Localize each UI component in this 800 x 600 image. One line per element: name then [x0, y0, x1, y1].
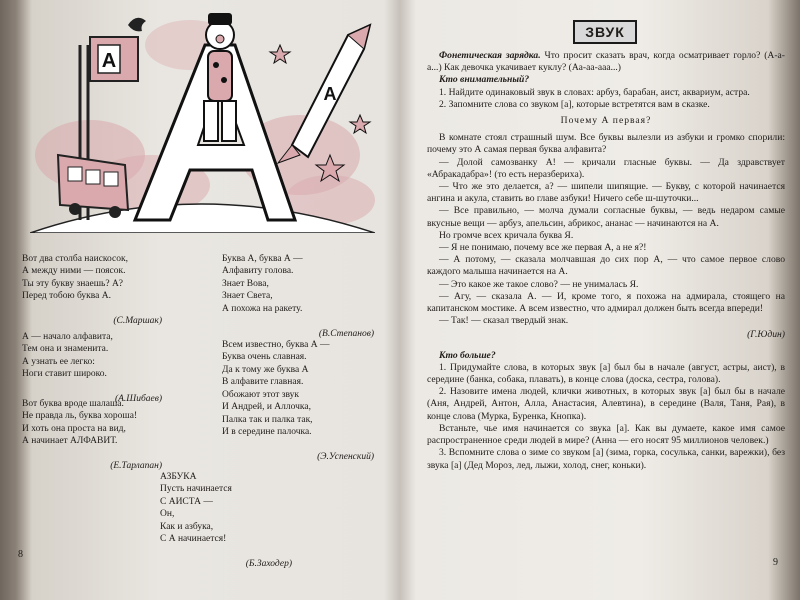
bird-icon [128, 18, 146, 32]
story-paragraph: — Так! — сказал твердый знак. [439, 315, 569, 327]
letter-a-illustration [30, 5, 375, 233]
more-task: 3. Вспомните слова о зиме со звуком [а] (зима, горка, сосулька, санки, варежки), без звука [а] (Дед Мороз, лед, лыжи, холод, снег, коньки). [427, 447, 785, 471]
story-paragraph: — Все правильно, — молча думали согласные буквы, — ведь недаром самые вкусные вещи — арбуз, апельсин, абрикос, ананас — начинаются на А. [427, 205, 785, 229]
phonetic-text: Что просит сказать врач, когда осматривает горло? (А-а-а...) Как девочка укачивает куклу? (Аа-аа-ааа...) [427, 50, 785, 74]
more-heading: Кто больше? [439, 349, 496, 361]
poem-author: (С.Маршак) [113, 316, 162, 326]
more-task: Встаньте, чье имя начинается со звука [а]. Как вы думаете, какое имя самое распространенное среди людей в мире? (Анна — его носят 95 миллионов человек.) [427, 422, 785, 447]
right-page-text [427, 50, 785, 472]
chapter-title: ЗВУК [573, 20, 637, 44]
star-icon [350, 115, 370, 133]
story-paragraph: — Я не понимаю, почему все же первая А, а не я?! [439, 242, 647, 254]
poem-author: (А.Шибаев) [114, 394, 162, 404]
sign-letter: А [101, 50, 117, 72]
task-2: 2. Запомните слова со звуком [а], которые встретятся вам в сказке. [439, 98, 710, 110]
page-number-right: 9 [773, 557, 778, 568]
left-page [10, 0, 395, 600]
story-paragraph: В комнате стоял страшный шум. Все буквы вылезли из азбуки и громко спорили: почему это А самая первая буква алфавита? [427, 132, 785, 156]
poem-text: Вот буква вроде шалаша. Не правда ль, буква хороша! И хоть она проста на вид, А начинает АЛФАВИТ. [22, 398, 138, 446]
page-number-left: 8 [18, 549, 23, 560]
poem-author: (Е.Тарлапан) [110, 461, 162, 471]
phonetic-heading: Фонетическая зарядка. [439, 50, 541, 61]
poem-text: АЗБУКА Пусть начинается С АИСТА — Он, Как и азбука, С А начинается! [160, 471, 232, 544]
story-paragraph: — Долой самозванку А! — кричали гласные буквы. — Да здравствует «Абракадабра»! (то есть неразбериха). [427, 156, 785, 180]
story-paragraph: — Агу, — сказала А. — И, кроме того, я похожа на адмирала, стоящего на капитанском мостике. А всем известно, что адмирал должен быть всегда впереди! [427, 290, 785, 315]
poem-author: (Б.Заходер) [245, 559, 292, 569]
attentive-heading: Кто внимательный? [439, 74, 530, 86]
poem-zakhoder [160, 458, 300, 583]
story-author: (Г.Юдин) [747, 329, 785, 341]
rocket-letter: А [323, 84, 337, 104]
poem-text: Буква А, буква А — Алфавиту голова. Знает Вова, Знает Света, А похожа на ракету. [222, 253, 303, 314]
story-paragraph: — Что же это делается, а? — шипели шипящие. — Букву, с которой начинается ангина и акула, ставить во главе азбуки! Ничего себе ш-шуточки... [427, 181, 785, 205]
story-paragraph: — А потому, — сказала молчавшая до сих пор А, — что самое первое слово каждого малыша начинается на А. [427, 254, 785, 278]
bus-icon [58, 155, 128, 218]
task-1: 1. Найдите одинаковый звук в словах: арбуз, барабан, аист, аквариум, астра. [439, 86, 750, 98]
poem-author: (Э.Успенский) [317, 452, 374, 462]
poem-uspensky [222, 326, 382, 476]
story-paragraph: — Это какое же такое слово? — не унималась Я. [439, 278, 639, 290]
poem-text: Вот два столба наискосок, А между ними — поясок. Ты эту букву знаешь? А? Перед тобою буква А. [22, 253, 128, 301]
star-icon [270, 45, 290, 63]
poem-author: (В.Степанов) [318, 328, 374, 339]
poem-text: А — начало алфавита, Тем она и знаменита. А узнать ее легко: Ноги ставит широко. [22, 331, 113, 379]
story-paragraph: Но громче всех кричала буква Я. [439, 229, 574, 241]
more-task: 1. Придумайте слова, в которых звук [а] был бы в начале (август, астры, аист), в середине (банка, собака, плавать), в конце слова (доска, сестра, голова). [427, 361, 785, 386]
more-task: 2. Назовите имена людей, клички животных, в которых звук [а] был бы в начале (Аня, Андрей, Антон, Алла, Анастасия, Алевтина), в середине (Валя, Таня, Рая), в конце слова (Мурка, Буренка, Кнопка). [427, 386, 785, 422]
poem-text: Всем известно, буква А — Буква очень славная. Да к тому же буква А В алфавите главная. Обожают этот звук И Андрей, и Аллочка, Палка так и палка так, И в середине палочка. [222, 339, 330, 437]
story-title: Почему А первая? [560, 115, 652, 127]
right-page [405, 0, 790, 600]
